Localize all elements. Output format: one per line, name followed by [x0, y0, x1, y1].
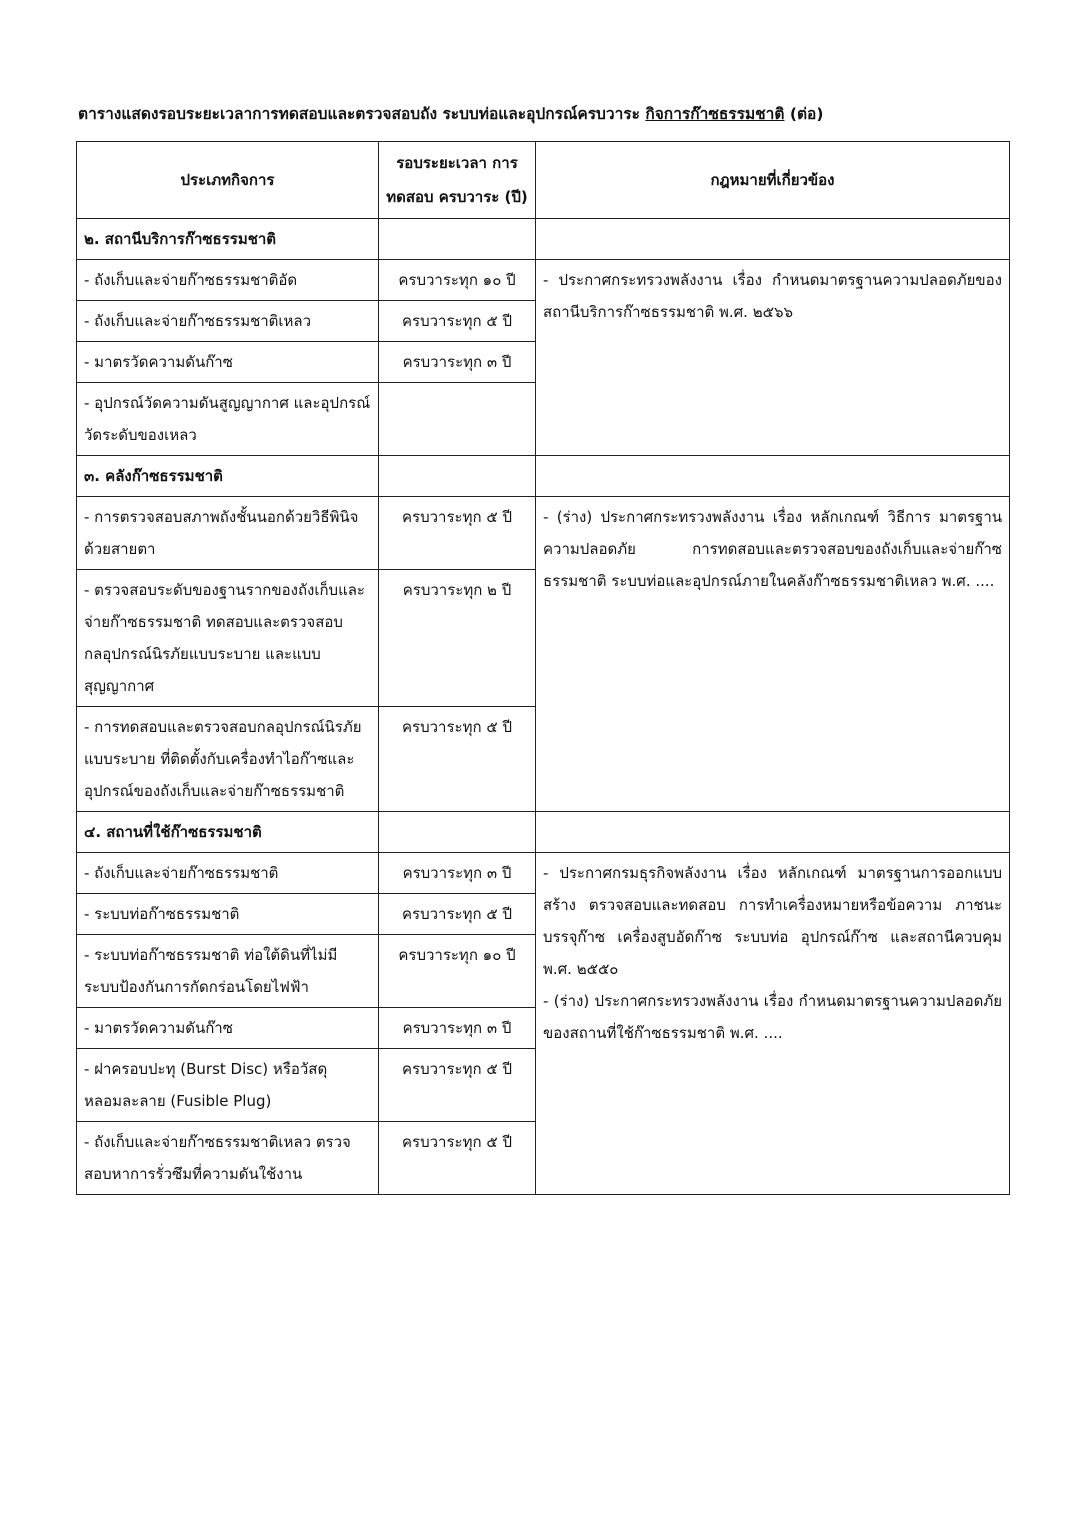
section-row — [77, 812, 1010, 853]
item-cell: - การทดสอบและตรวจสอบกลอุปกรณ์นิรภัยแบบระบาย ที่ติดตั้งกับเครื่องทำไอก๊าซและอุปกรณ์ของถังเก็บและจ่ายก๊าซธรรมชาติ — [77, 707, 379, 812]
period-cell: ครบวาระทุก ๕ ปี — [379, 497, 536, 570]
period-cell: ครบวาระทุก ๕ ปี — [379, 707, 536, 812]
item-cell: - การตรวจสอบสภาพถังชั้นนอกด้วยวิธีพินิจด้วยสายตา — [77, 497, 379, 570]
item-cell: - ระบบท่อก๊าซธรรมชาติ ท่อใต้ดินที่ไม่มีระบบป้องกันการกัดกร่อนโดยไฟฟ้า — [77, 935, 379, 1008]
empty-cell — [536, 812, 1010, 853]
table-row — [77, 497, 1010, 570]
empty-cell — [379, 456, 536, 497]
period-cell: ครบวาระทุก ๓ ปี — [379, 853, 536, 894]
section-title: ๒. สถานีบริการก๊าซธรรมชาติ — [77, 219, 379, 260]
item-cell: - ถังเก็บและจ่ายก๊าซธรรมชาติเหลว — [77, 301, 379, 342]
law-text: - (ร่าง) ประกาศกระทรวงพลังงาน เรื่อง กำหนดมาตรฐานความปลอดภัยของสถานที่ใช้ก๊าซธรรมชาติ พ.ศ. .... — [543, 992, 1002, 1042]
empty-cell — [536, 219, 1010, 260]
item-cell: - อุปกรณ์วัดความดันสูญญากาศ และอุปกรณ์วัดระดับของเหลว — [77, 383, 379, 456]
item-cell: - มาตรวัดความดันก๊าซ — [77, 342, 379, 383]
period-cell: ครบวาระทุก ๑๐ ปี — [379, 260, 536, 301]
period-cell: ครบวาระทุก ๒ ปี — [379, 570, 536, 707]
law-text: - ประกาศกระทรวงพลังงาน เรื่อง กำหนดมาตรฐานความปลอดภัยของสถานีบริการก๊าซธรรมชาติ พ.ศ. ๒๕๖๖ — [543, 271, 1002, 321]
header-law: กฎหมายที่เกี่ยวข้อง — [536, 142, 1010, 219]
period-cell: ครบวาระทุก ๕ ปี — [379, 894, 536, 935]
title-underlined: กิจการก๊าซธรรมชาติ — [645, 105, 785, 123]
period-cell: ครบวาระทุก ๕ ปี — [379, 1049, 536, 1122]
title-suffix: (ต่อ) — [789, 105, 824, 123]
period-cell: ครบวาระทุก ๕ ปี — [379, 1122, 536, 1195]
period-cell: ครบวาระทุก ๕ ปี — [379, 301, 536, 342]
period-cell — [379, 383, 536, 456]
section-row — [77, 219, 1010, 260]
item-cell: - ฝาครอบปะทุ (Burst Disc) หรือวัสดุหลอมละลาย (Fusible Plug) — [77, 1049, 379, 1122]
section-title: ๓. คลังก๊าซธรรมชาติ — [77, 456, 379, 497]
table-row — [77, 260, 1010, 301]
table-header-row — [77, 142, 1010, 219]
item-cell: - ถังเก็บและจ่ายก๊าซธรรมชาติ — [77, 853, 379, 894]
law-cell — [536, 497, 1010, 812]
document-title — [78, 101, 998, 126]
item-cell: - ถังเก็บและจ่ายก๊าซธรรมชาติอัด — [77, 260, 379, 301]
period-cell: ครบวาระทุก ๓ ปี — [379, 342, 536, 383]
empty-cell — [379, 219, 536, 260]
section-title: ๔. สถานที่ใช้ก๊าซธรรมชาติ — [77, 812, 379, 853]
empty-cell — [379, 812, 536, 853]
header-period: รอบระยะเวลา การทดสอบ ครบวาระ (ปี) — [379, 142, 536, 219]
law-text: - ประกาศกรมธุรกิจพลังงาน เรื่อง หลักเกณฑ์ มาตรฐานการออกแบบ สร้าง ตรวจสอบและทดสอบ การทำเครื่องหมายหรือข้อความ ภาชนะบรรจุก๊าซ เครื่องสูบอัดก๊าซ ระบบท่อ อุปกรณ์ก๊าซ และสถานีควบคุม พ.ศ. ๒๕๕๐ — [543, 864, 1002, 978]
item-cell: - มาตรวัดความดันก๊าซ — [77, 1008, 379, 1049]
table-row — [77, 853, 1010, 894]
item-cell: - ตรวจสอบระดับของฐานรากของถังเก็บและจ่ายก๊าซธรรมชาติ ทดสอบและตรวจสอบกลอุปกรณ์นิรภัยแบบระบาย และแบบสุญญากาศ — [77, 570, 379, 707]
inspection-period-table — [76, 141, 1010, 1195]
law-cell — [536, 260, 1010, 456]
item-cell: - ถังเก็บและจ่ายก๊าซธรรมชาติเหลว ตรวจสอบหาการรั่วซึมที่ความดันใช้งาน — [77, 1122, 379, 1195]
section-row — [77, 456, 1010, 497]
item-cell: - ระบบท่อก๊าซธรรมชาติ — [77, 894, 379, 935]
table-body — [77, 219, 1010, 1195]
period-cell: ครบวาระทุก ๑๐ ปี — [379, 935, 536, 1008]
empty-cell — [536, 456, 1010, 497]
law-cell — [536, 853, 1010, 1195]
header-type: ประเภทกิจการ — [77, 142, 379, 219]
title-main: ตารางแสดงรอบระยะเวลาการทดสอบและตรวจสอบถัง ระบบท่อและอุปกรณ์ครบวาระ — [78, 105, 640, 123]
law-text: - (ร่าง) ประกาศกระทรวงพลังงาน เรื่อง หลักเกณฑ์ วิธีการ มาตรฐานความปลอดภัย การทดสอบและตรวจสอบของถังเก็บและจ่ายก๊าซธรรมชาติ ระบบท่อและอุปกรณ์ภายในคลังก๊าซธรรมชาติเหลว พ.ศ. .... — [543, 508, 1002, 590]
period-cell: ครบวาระทุก ๓ ปี — [379, 1008, 536, 1049]
